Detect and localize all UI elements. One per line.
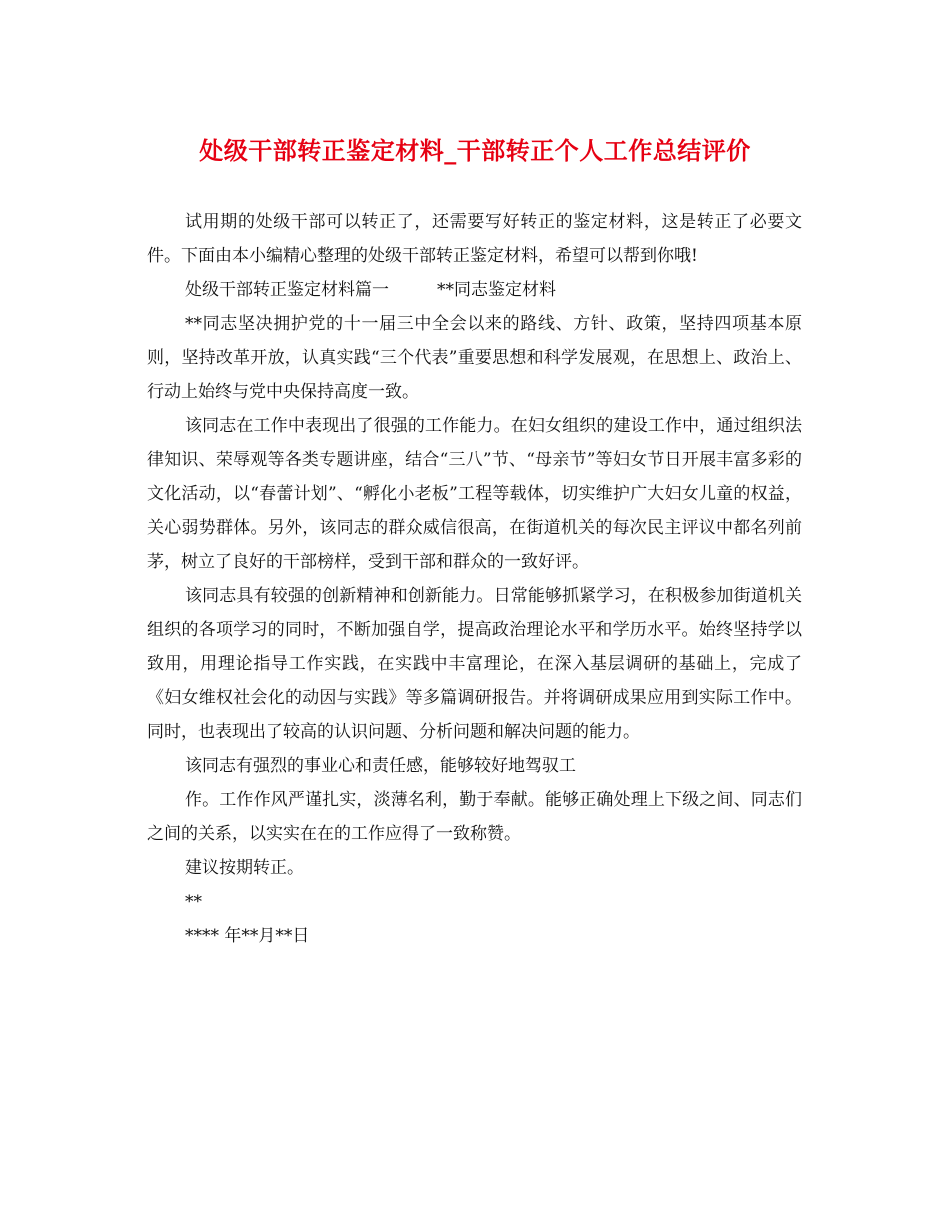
paragraph-responsibility: 该同志有强烈的事业心和责任感，能够较好地驾驭工: [185, 756, 576, 776]
document-title: 处级干部转正鉴定材料_干部转正个人工作总结评价: [199, 136, 751, 165]
paragraph-work-style: 作。工作作风严谨扎实，淡薄名利，勤于奉献。能够正确处理上下级之间、同志们之间的关系，以实实在在的工作应得了一致称赞。: [147, 790, 802, 844]
paragraph-political: **同志坚决拥护党的十一届三中全会以来的路线、方针、政策，坚持四项基本原则，坚持改革开放，认真实践“三个代表”重要思想和科学发展观，在思想上、政治上、行动上始终与党中央保持高度一致。: [147, 314, 802, 402]
document-body: [147, 205, 802, 953]
signature: **: [185, 892, 202, 912]
date-line: **** 年**月**日: [185, 926, 310, 946]
paragraph-innovation: 该同志具有较强的创新精神和创新能力。日常能够抓紧学习，在积极参加街道机关组织的各项学习的同时，不断加强自学，提高政治理论水平和学历水平。始终坚持学以致用，用理论指导工作实践，在实践中丰富理论，在深入基层调研的基础上，完成了《妇女维权社会化的动因与实践》等多篇调研报告。并将调研成果应用到实际工作中。同时，也表现出了较高的认识问题、分析问题和解决问题的能力。: [147, 586, 802, 742]
section-heading-line: [147, 273, 802, 307]
section-heading: 处级干部转正鉴定材料篇一: [185, 280, 389, 300]
intro-paragraph: 试用期的处级干部可以转正了，还需要写好转正的鉴定材料，这是转正了必要文件。下面由本小编精心整理的处级干部转正鉴定材料，希望可以帮到你哦!: [147, 212, 802, 266]
recommendation: 建议按期转正。: [185, 858, 304, 878]
paragraph-work-ability: 该同志在工作中表现出了很强的工作能力。在妇女组织的建设工作中，通过组织法律知识、荣辱观等各类专题讲座，结合“三八”节、“母亲节”等妇女节日开展丰富多彩的文化活动，以“春蕾计划”、“孵化小老板”工程等载体，切实维护广大妇女儿童的权益，关心弱势群体。另外，该同志的群众威信很高，在街道机关的每次民主评议中都名列前茅，树立了良好的干部榜样，受到干部和群众的一致好评。: [147, 416, 802, 572]
section-subheading: **同志鉴定材料: [437, 280, 556, 300]
